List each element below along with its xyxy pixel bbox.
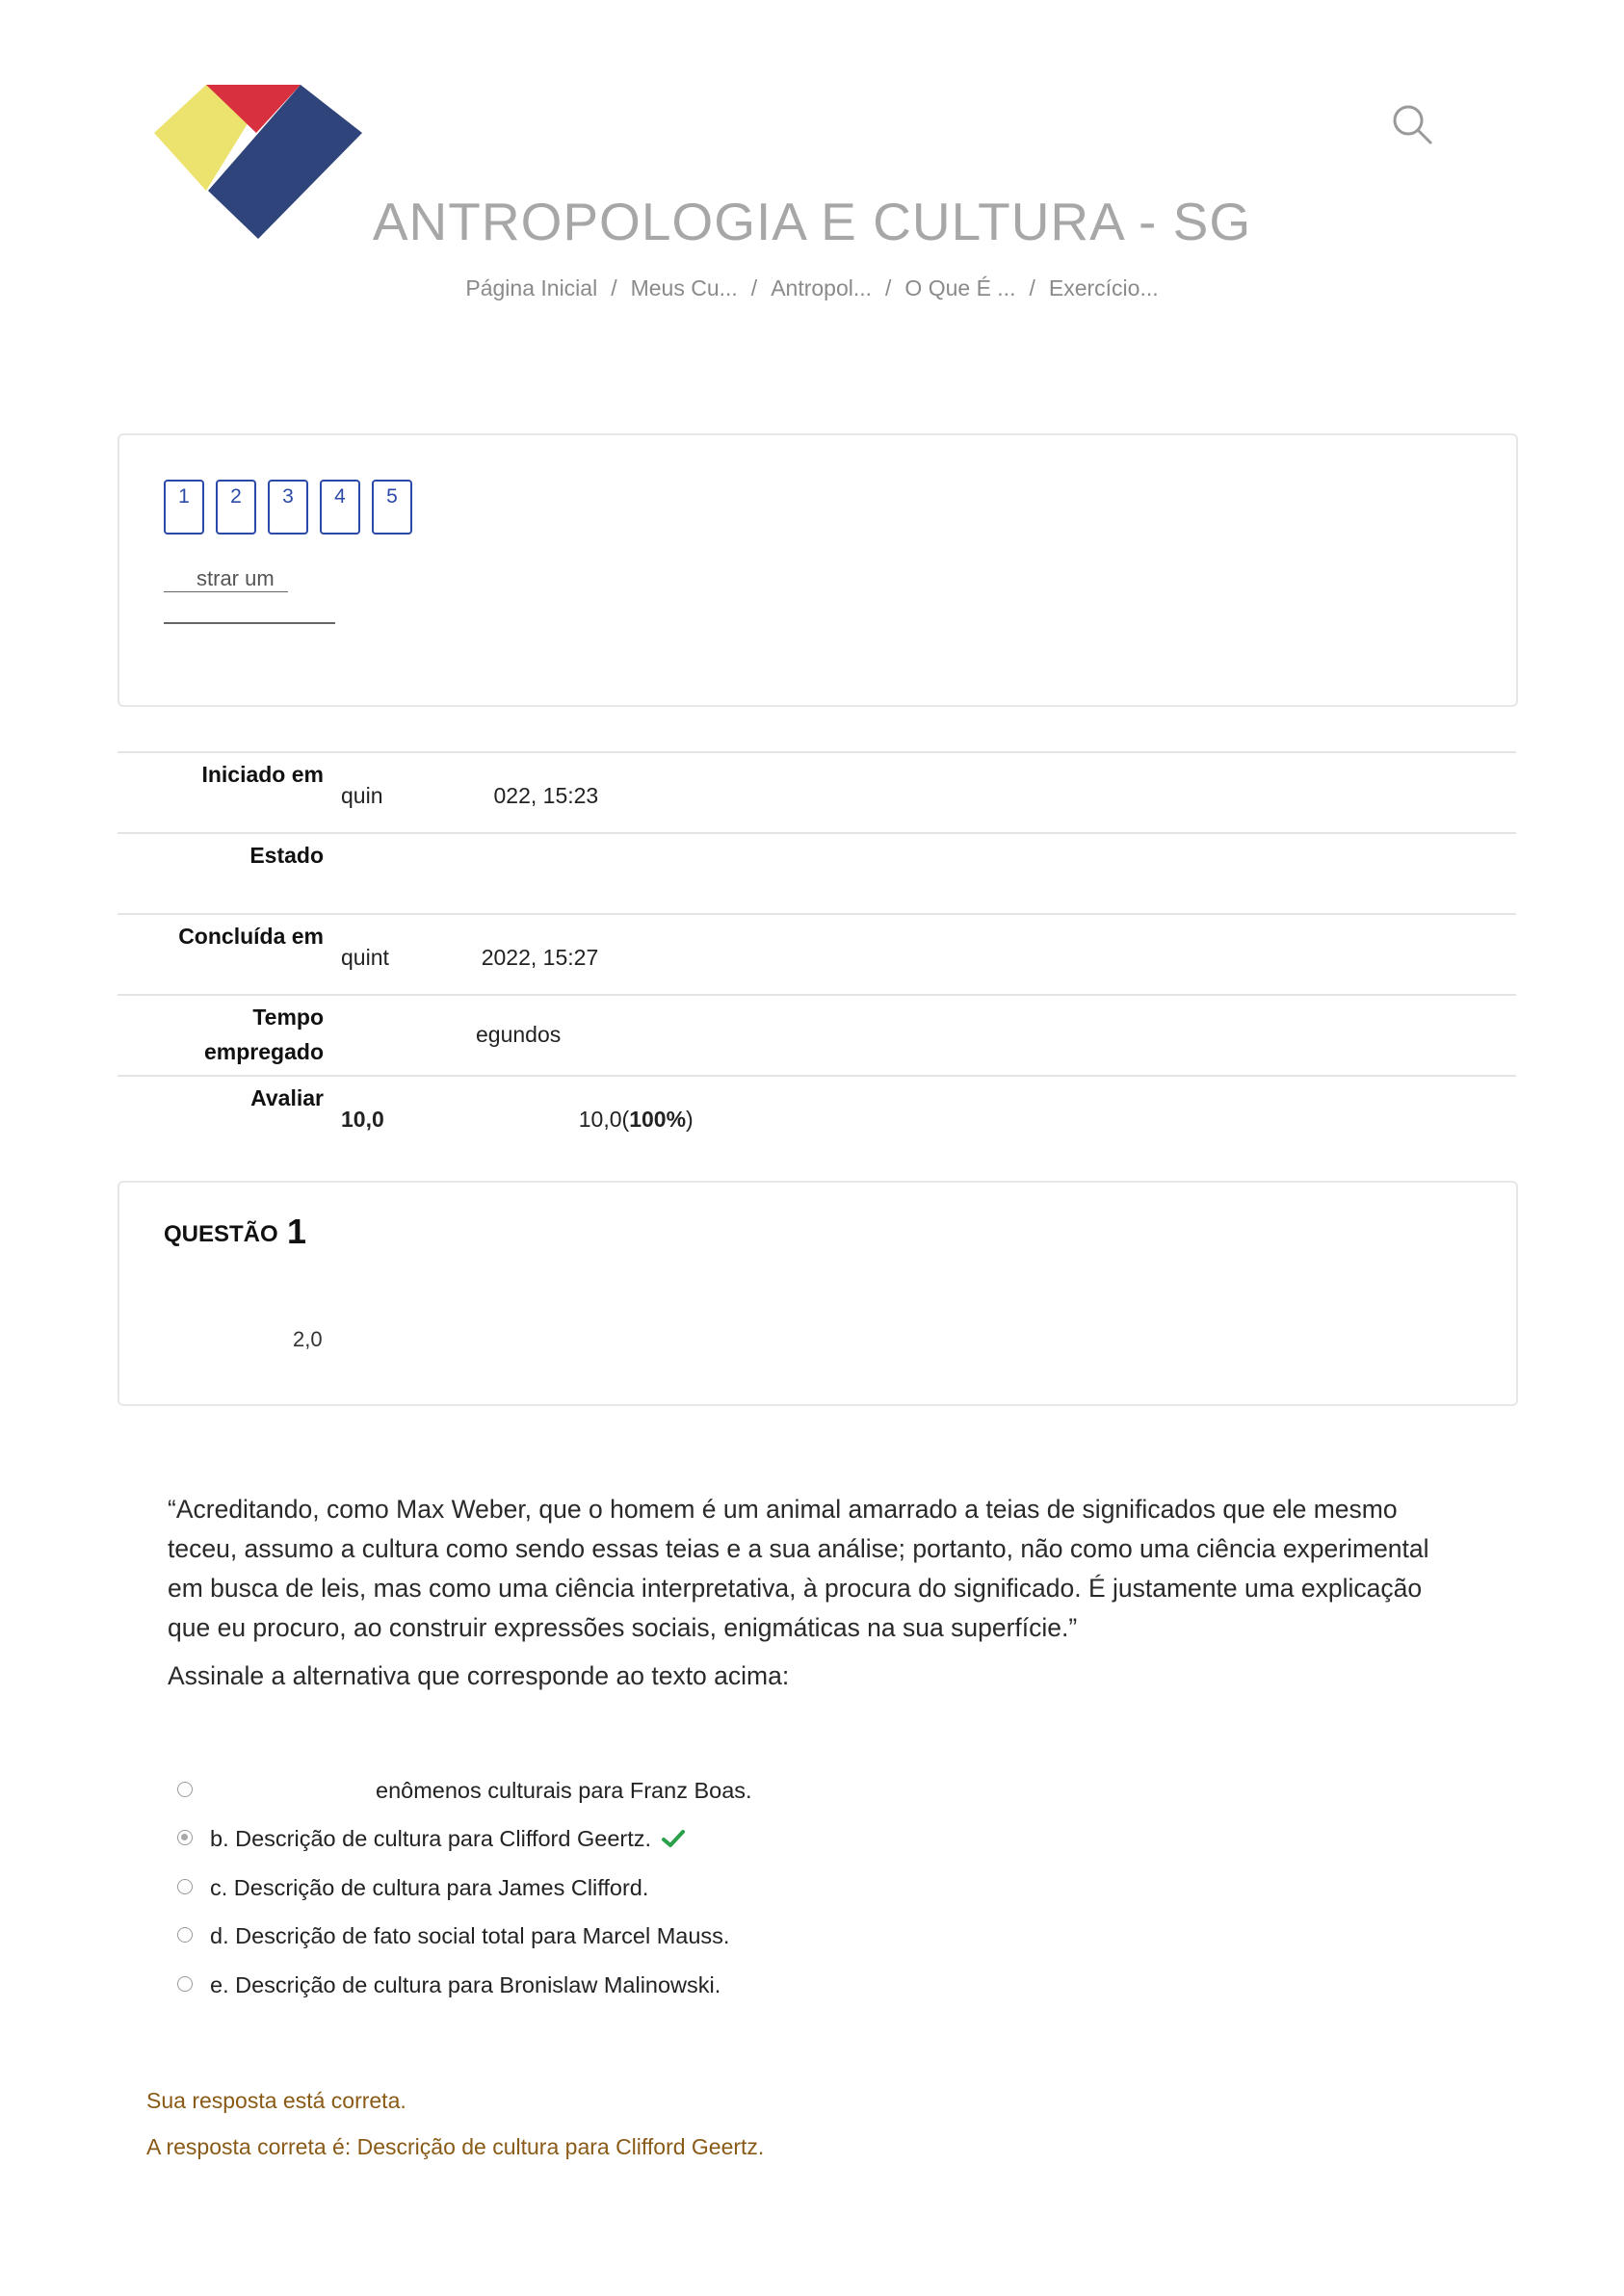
radio-button[interactable] [177,1976,193,1992]
answer-option-text: e. Descrição de cultura para Bronislaw Malinowski. [210,1972,721,1997]
summary-row-grade [118,1075,1516,1158]
summary-label: Iniciado em [201,762,324,787]
question-nav-button-2[interactable]: 2 [216,480,256,535]
grade-score: 10,0 [341,1107,384,1132]
question-text: “Acreditando, como Max Weber, que o homem é um animal amarrado a teias de significados que ele mesmo teceu, assumo a cultura como sendo essas teias e a sua análise; portanto, não como uma ciência experimental em busca de leis, mas como uma ciência interpretativa, à procura do significado. É justamente uma explicação que eu procuro, ao construir expressões sociais, enigmáticas na sua superfície.” [168,1495,1429,1642]
radio-button[interactable] [177,1879,193,1894]
breadcrumb-my-courses[interactable]: Meus Cu... [630,275,738,300]
question-prompt: Assinale a alternativa que corresponde ao texto acima: [168,1661,790,1690]
breadcrumb-separator: / [611,275,617,300]
summary-row-status [118,832,1516,915]
answer-option-text: c. Descrição de cultura para James Clifford. [210,1875,649,1900]
breadcrumb-separator: / [885,275,892,300]
breadcrumb [0,275,1624,301]
question-nav-button-5[interactable]: 5 [372,480,412,535]
question-mark: 2,0 [293,1327,323,1351]
summary-row-time [118,994,1516,1077]
search-icon[interactable] [1388,100,1438,150]
right-answer-text: A resposta correta é: Descrição de cultura para Clifford Geertz. [146,2134,765,2159]
summary-label: Concluída em [178,924,324,949]
breadcrumb-separator: / [750,275,758,300]
answer-option-text: b. Descrição de cultura para Clifford Geertz. [210,1826,652,1851]
quiz-navigation-card [118,433,1518,707]
breadcrumb-section[interactable]: O Que É ... [904,275,1016,300]
radio-button-selected[interactable] [177,1830,193,1845]
question-nav-button-4[interactable]: 4 [320,480,360,535]
question-label: QUESTÃO [164,1221,278,1247]
answer-option-text: d. Descrição de fato social total para Marcel Mauss. [210,1923,730,1948]
summary-label: Avaliar [250,1085,324,1110]
breadcrumb-separator: / [1029,275,1035,300]
radio-button[interactable] [177,1927,193,1943]
feedback-text: Sua resposta está correta. [146,2088,406,2113]
summary-value: egundos [476,1022,562,1047]
question-nav-button-3[interactable]: 3 [268,480,308,535]
correct-check-icon [661,1828,686,1849]
summary-value [341,1102,694,1136]
summary-row-completed [118,913,1516,996]
summary-value: quin 022, 15:23 [341,783,599,808]
summary-label-text: Tempo empregado [204,1004,324,1064]
summary-row-started [118,751,1516,834]
finish-review-link[interactable] [164,622,335,624]
question-info-card [118,1181,1518,1406]
summary-label: Estado [249,843,324,868]
grade-percent: 100% [629,1107,687,1132]
summary-label [118,1000,324,1069]
answer-option-text: enômenos culturais para Franz Boas. [376,1778,752,1803]
grade-total: 10,0( [578,1107,630,1132]
grade-close: ) [686,1107,694,1132]
breadcrumb-course[interactable]: Antropol... [771,275,873,300]
breadcrumb-home[interactable]: Página Inicial [465,275,598,300]
show-one-page-link[interactable]: strar um [164,566,288,592]
question-nav-button-1[interactable]: 1 [164,480,204,535]
breadcrumb-exercise[interactable]: Exercício... [1048,275,1159,300]
radio-button[interactable] [177,1782,193,1797]
question-number: 1 [287,1212,307,1251]
course-title: ANTROPOLOGIA E CULTURA - SG [372,192,1252,251]
summary-value: quint 2022, 15:27 [341,945,599,970]
